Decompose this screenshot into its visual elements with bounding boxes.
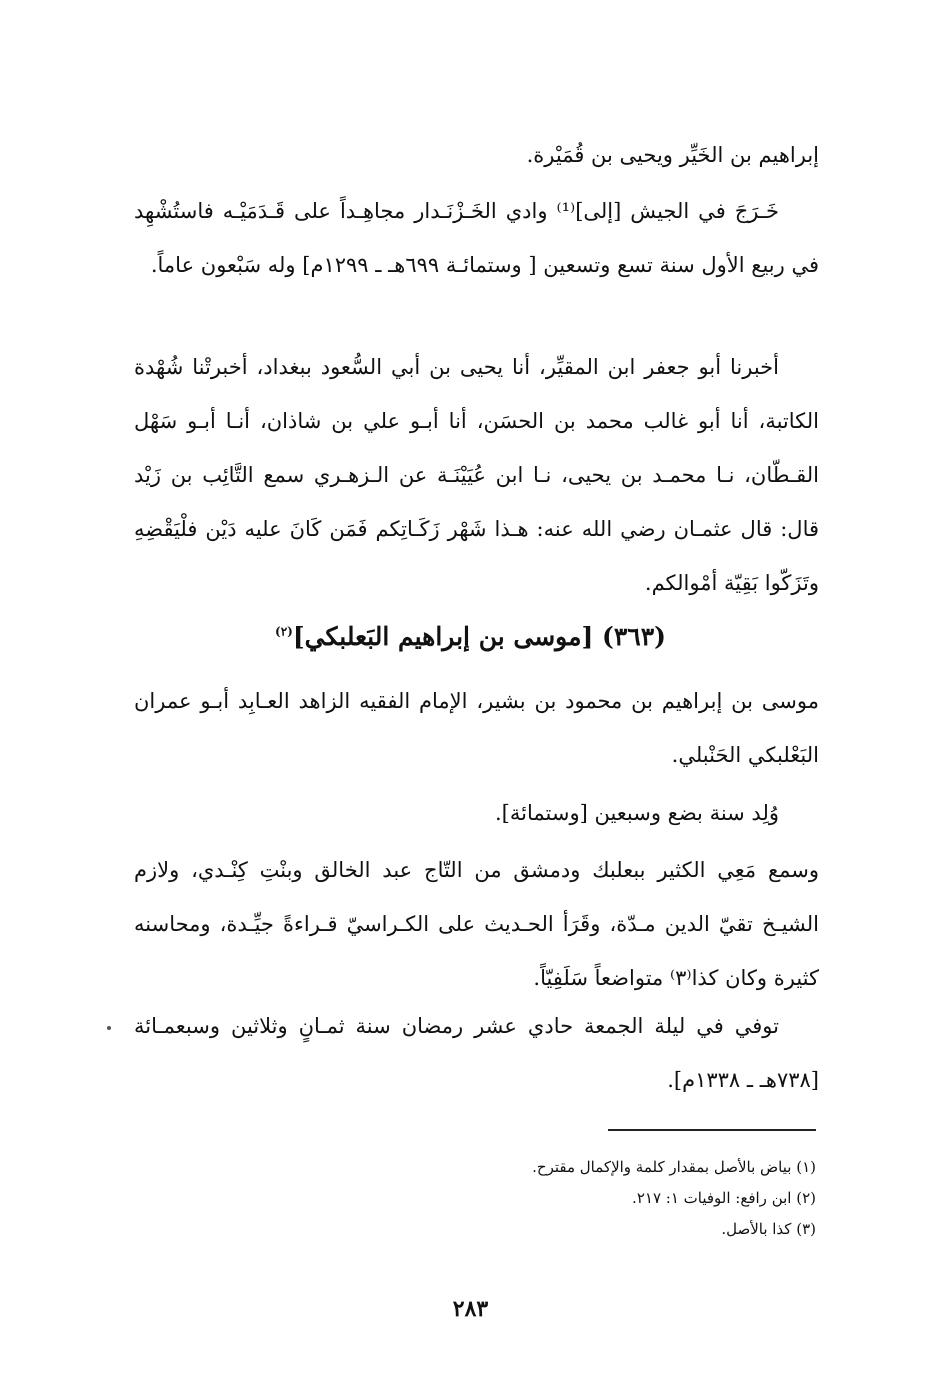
footnotes (200, 1152, 816, 1245)
page-number: ٢٨٣ (452, 1296, 489, 1322)
footnote-divider (608, 1129, 816, 1131)
paragraph-entry-name: موسى بن إبراهيم بن محمود بن بشير، الإمام الفقيه الزاهد العـابِد أبـو عمران البَعْلبكي الحَنْبلي. (134, 689, 819, 767)
footnote-3: (٣) كذا بالأصل. (721, 1220, 816, 1238)
entry-heading-footnote-ref: (٢) (275, 624, 293, 639)
footnote-2: (٢) ابن رافع: الوفيات ١: ٢١٧. (632, 1189, 816, 1207)
footnote-1: (١) بياض بالأصل بمقدار كلمة والإكمال مقترح. (532, 1158, 816, 1176)
paragraph-death-note: خَـرَجَ في الجيش [إلى]⁽¹⁾ وادي الخَـزْنَـدار مجاهِـداً على قَـدَمَيْـه فاستُشْهِد في ربيع الأول سنة تسع وتسعين [ وستمائـة ٦٩٩هـ ـ ١٢٩٩م] وله سَبْعون عاماً. (134, 199, 819, 277)
paragraph-death: توفي في ليلة الجمعة حادي عشر رمضان سنة ثمـانٍ وثلاثين وسبعمـائة [٧٣٨هـ ـ ١٣٣٨م]. (134, 1014, 819, 1092)
paragraph-hadith-chain: أخبرنا أبو جعفر ابن المقيِّر، أنا يحيى بن أبي السُّعود ببغداد، أخبرتْنا شُهْدة الكاتبة، أنا أبو غالب محمد بن الحسَن، أنا أبـو علي بن شاذان، أنـا أبـو سَهْل القـطّان، نـا محمـد بن يحيى، نـا ابن عُيَيْنَـة عن الـزهـري سمع التَّائِب بن زَيْد قال: قال عثمـان رضي الله عنه: هـذا شَهْر زَكَـاتِكم فَمَن كَانَ عليه دَيْن فلْيَقْضِهِ وتَزَكّوا بَقِيّة أمْوالكم. (134, 355, 819, 595)
entry-heading-text: (٣٦٣) [موسى بن إبراهيم البَعلبكي] (292, 622, 666, 651)
paragraph-study: وسمع مَعِي الكثير ببعلبك ودمشق من التّاج عبد الخالق وبنْتِ كِنْـدي، ولازم الشيـخ تقيّ الدين مـدّة، وقَرَأ الحـديث على الكـراسيّ قـراءةً جيِّـدة، ومحاسنه كثيرة وكان كذا⁽٣⁾ متواضعاً سَلَفِيّاً. (134, 858, 819, 990)
entry-heading (0, 612, 941, 662)
paragraph-continuation: إبراهيم بن الخَيِّر ويحيى بن قُمَيْرة. (526, 143, 819, 167)
paragraph-birth: وُلِد سنة بضع وسبعين [وستمائة]. (495, 801, 779, 825)
scan-speck (107, 1026, 111, 1030)
